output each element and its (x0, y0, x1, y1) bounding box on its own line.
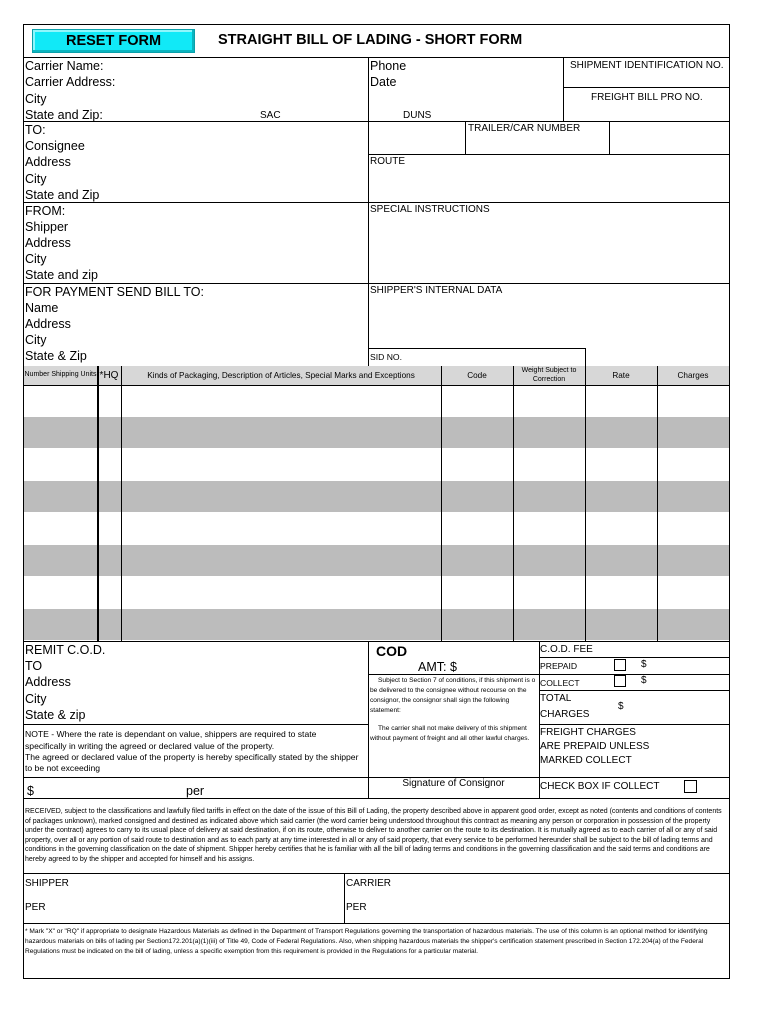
date-label: Date (370, 75, 397, 89)
divider (24, 923, 729, 924)
col-code: Code (467, 371, 487, 380)
consignee-label: Consignee (25, 139, 85, 153)
payment-heading: FOR PAYMENT SEND BILL TO: (25, 285, 204, 299)
shipper-label: Shipper (25, 220, 69, 234)
divider (465, 121, 466, 154)
carrier-city-label: City (25, 92, 47, 106)
shipment-id-label: SHIPMENT IDENTIFICATION NO. (570, 60, 724, 71)
table-row-shade (24, 481, 729, 512)
from-heading: FROM: (25, 204, 66, 218)
remit-cod-label: REMIT C.O.D. (25, 643, 106, 657)
col-weight: Weight Subject to Correction (521, 367, 577, 383)
col-shipping-units: Number Shipping Units (24, 371, 97, 379)
from-address-label: Address (25, 236, 71, 250)
to-city-label: City (25, 172, 47, 186)
table-row-shade (24, 609, 729, 640)
divider (368, 57, 369, 366)
cod-address-label: Address (25, 675, 71, 689)
cod-city-label: City (25, 692, 47, 706)
col-rate: Rate (612, 371, 630, 380)
divider (585, 348, 586, 366)
freight-line-1: FREIGHT CHARGES (540, 727, 636, 738)
reset-form-button[interactable]: RESET FORM (32, 29, 195, 53)
carrier-state-zip-label: State and Zip: (25, 108, 103, 122)
divider (563, 87, 729, 88)
payment-city-label: City (25, 333, 47, 347)
carrier-per-label: PER (346, 902, 367, 913)
special-instructions-label: SPECIAL INSTRUCTIONS (370, 204, 490, 215)
note-line-4: to be not exceeding (25, 763, 101, 773)
carrier-address-label: Carrier Address: (25, 75, 116, 89)
note-line-1: NOTE - Where the rate is dependant on value, shippers are required to state (25, 729, 317, 739)
from-city-label: City (25, 252, 47, 266)
divider (513, 366, 514, 641)
cod-title: COD (376, 643, 408, 659)
prepaid-dollar: $ (641, 659, 647, 670)
freight-line-3: MARKED COLLECT (540, 755, 632, 766)
divider (24, 798, 729, 799)
col-hq: *HQ (99, 370, 119, 381)
col-charges: Charges (677, 371, 709, 380)
note-line-3: The agreed or declared value of the property is hereby specifically stated by the shipper (25, 752, 359, 762)
cod-state-zip-label: State & zip (25, 708, 86, 722)
hazmat-footnote: * Mark "X" or "RQ" if appropriate to designate Hazardous Materials as defined in the Department of Transport Regulations governing the transportation of hazardous materials. The use of this column is an optional method for identifying hazardous materials on bills of lading per Section172.201(a)(1)(iii) of Title 49, Code of Federal Regulations. Also, when shipping hazardous materials the shipper's certification statement prescribed in Section 172.204(a) of the Federal Regulations must be indicated on the bill of lading, unless a specific exemption from this requirement is provided in the Regulations for a particular material. (25, 928, 708, 955)
divider (344, 873, 345, 923)
col-description: Kinds of Packaging, Description of Articles, Special Marks and Exceptions (147, 371, 415, 380)
prepaid-checkbox[interactable] (614, 659, 626, 671)
divider (657, 366, 658, 641)
payment-state-zip-label: State & Zip (25, 349, 87, 363)
divider (97, 366, 99, 641)
from-state-zip-label: State and zip (25, 268, 98, 282)
signature-consignor-label: Signature of Consignor (402, 778, 505, 789)
payment-address-label: Address (25, 317, 71, 331)
payment-name-label: Name (25, 301, 59, 315)
collect-freight-checkbox[interactable] (684, 780, 697, 793)
shipper-signature-label: SHIPPER (25, 878, 69, 889)
divider (539, 674, 729, 675)
trailer-car-label: TRAILER/CAR NUMBER (468, 123, 581, 134)
collect-checkbox[interactable] (614, 675, 626, 687)
carrier-delivery-note: The carrier shall not make delivery of this shipment without payment of freight and all other lawful charges. (370, 725, 530, 742)
bill-of-lading-form (23, 24, 730, 979)
prepaid-label: PREPAID (540, 661, 578, 671)
sid-no-label: SID NO. (370, 352, 402, 362)
cod-fee-label: C.O.D. FEE (540, 644, 593, 655)
divider (368, 641, 369, 798)
collect-label: COLLECT (540, 678, 580, 688)
divider (539, 690, 729, 691)
total-label: TOTAL (540, 693, 572, 704)
form-title: STRAIGHT BILL OF LADING - SHORT FORM (218, 32, 523, 48)
freight-bill-label: FREIGHT BILL PRO NO. (591, 92, 703, 103)
to-heading: TO: (25, 123, 46, 137)
divider (609, 121, 610, 154)
declared-value-per: per (186, 784, 205, 798)
check-if-collect-label: CHECK BOX IF COLLECT (540, 781, 660, 792)
internal-data-label: SHIPPER'S INTERNAL DATA (370, 285, 503, 296)
divider (563, 57, 564, 121)
divider (539, 724, 729, 725)
divider (368, 154, 729, 155)
charges-label: CHARGES (540, 709, 590, 720)
cod-amt-label: AMT: $ (418, 660, 457, 674)
duns-label: DUNS (403, 110, 432, 121)
divider (368, 674, 539, 675)
divider (585, 366, 586, 641)
divider (24, 641, 729, 642)
to-address-label: Address (25, 155, 71, 169)
carrier-signature-label: CARRIER (346, 878, 392, 889)
divider (24, 385, 729, 386)
cod-to-label: TO (25, 659, 43, 673)
phone-label: Phone (370, 59, 407, 73)
divider (24, 121, 729, 122)
carrier-name-label: Carrier Name: (25, 59, 104, 73)
divider (539, 777, 729, 778)
divider (24, 777, 368, 778)
table-row-shade (24, 417, 729, 448)
route-label: ROUTE (370, 156, 405, 167)
to-state-zip-label: State and Zip (25, 188, 100, 202)
shipper-per-label: PER (25, 902, 46, 913)
divider (24, 202, 729, 203)
divider (121, 366, 122, 641)
divider (539, 657, 729, 658)
divider (24, 873, 729, 874)
freight-line-2: ARE PREPAID UNLESS (540, 741, 650, 752)
divider (441, 366, 442, 641)
table-row-shade (24, 545, 729, 576)
sac-label: SAC (260, 110, 281, 121)
declared-value-dollar: $ (27, 784, 34, 798)
total-dollar: $ (618, 701, 624, 712)
note-line-2: specifically in writing the agreed or declared value of the property. (25, 741, 275, 751)
collect-dollar: $ (641, 675, 647, 686)
received-terms-text: RECEIVED, subject to the classifications and lawfully filed tariffs in effect on the date of the issue of this Bill of Lading, the property described above in apparent good order, except as noted (contents and conditions of contents of packages unknown), marked consigned and destined as indicated above which said carrier (the word carrier being understood throughout this contract as meaning any person or corporation in possession of the property under the contract) agrees to carry to its usual place of delivery at said destination, if on its route, otherwise to deliver to another carrier on the route to its destination. It is mutually agreed as to each carrier of all or any of said property, over all or any portion of said route to destination and as to each party at any time interested in all or any of said property, that every service to be performed hereunder shall be subject to the bill of lading terms and conditions in the governing classification on the date of shipment. Shipper hereby certifies that he is familiar with all the bill of lading terms and conditions in the governing classification and the said terms and conditions are hereby agreed to by the shipper and accepted for himself and his assigns. (25, 808, 722, 863)
divider (368, 348, 585, 349)
section7-text: Subject to Section 7 of conditions, if this shipment is o be delivered to the consignee without recourse on the consignor, the consignor shall sign the following statement: (370, 677, 536, 714)
divider (24, 724, 368, 725)
